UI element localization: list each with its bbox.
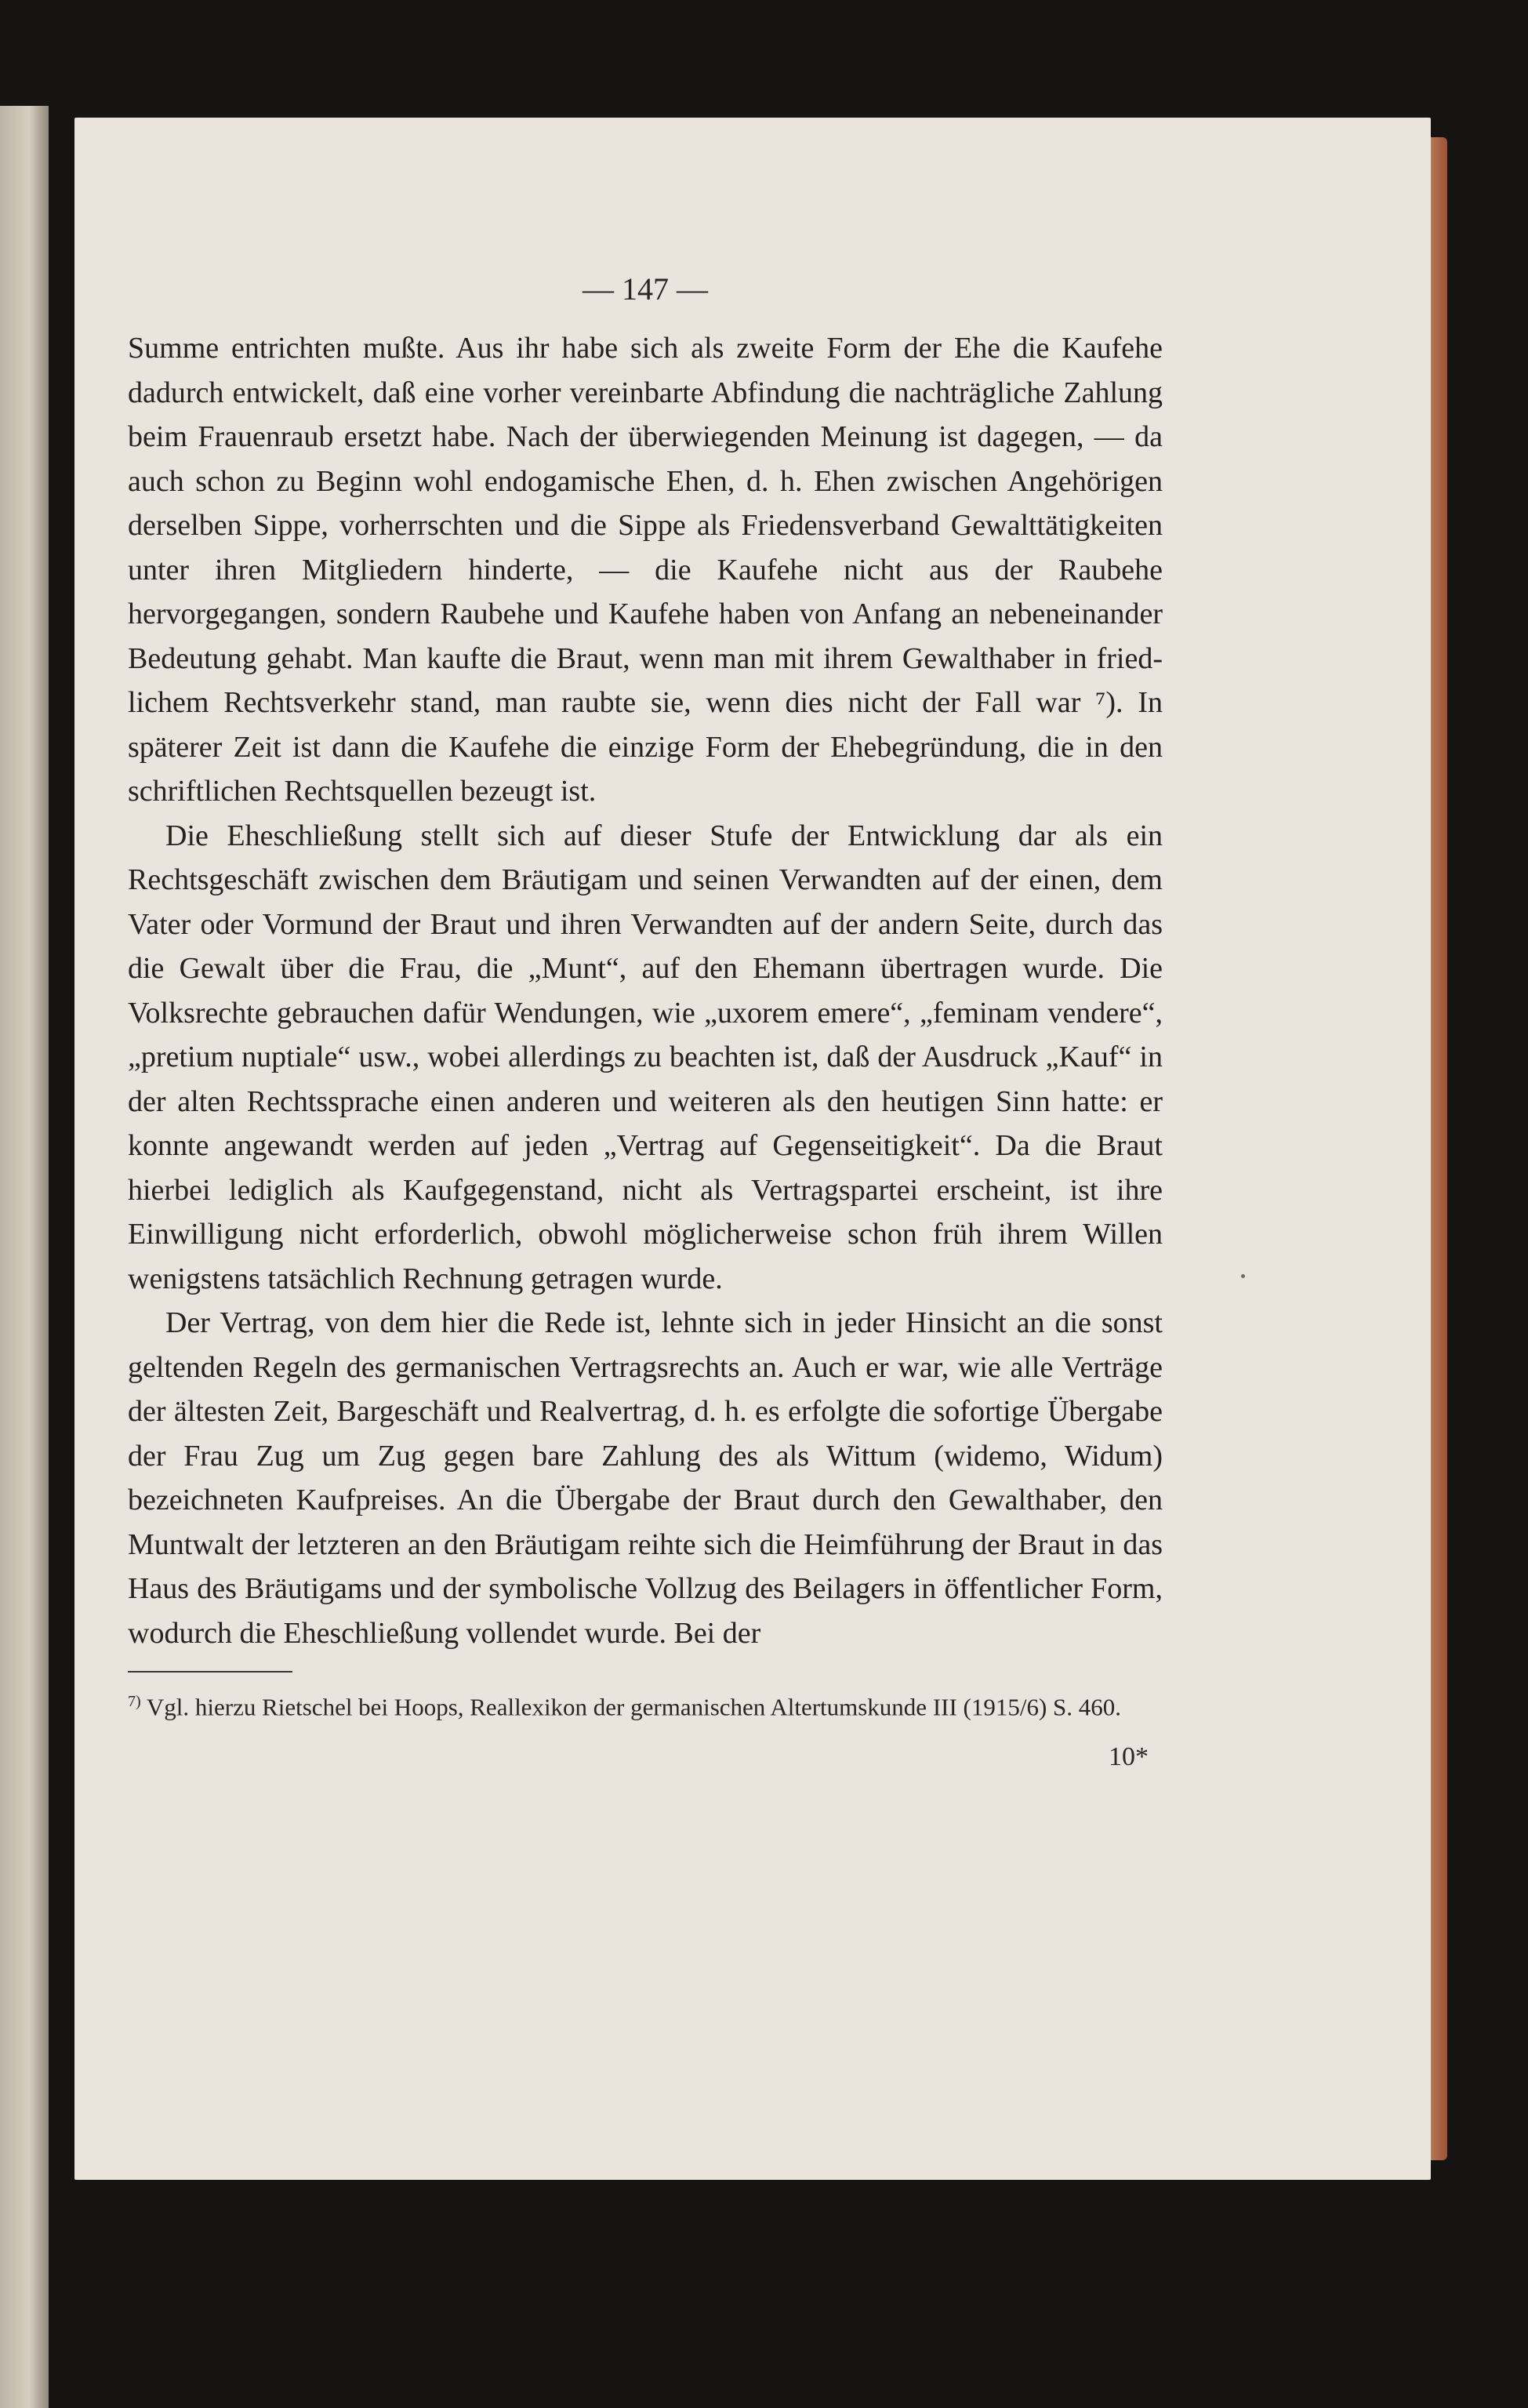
footnote	[128, 1682, 1163, 1727]
body-text	[128, 326, 1163, 1655]
printer-signature: 10*	[1109, 1742, 1149, 1772]
footnote-marker: 7)	[128, 1693, 141, 1710]
facing-page-edge	[0, 106, 49, 2408]
paragraph: Summe entrichten mußte. Aus ihr habe sich als zweite Form der Ehe die Kaufehe dadurch entwickelt, daß eine vorher vereinbarte Abfindung die nachträgliche Zahlung beim Frauenraub ersetzt habe. Nach der überwiegenden Meinung ist dagegen, — da auch schon zu Beginn wohl endogamische Ehen, d. h. Ehen zwischen Angehörigen derselben Sippe, vorherrschten und die Sippe als Friedensverband Gewalttätigkeiten unter ihren Mitgliedern hinderte, — die Kaufehe nicht aus der Raubehe hervorgegangen, sondern Raubehe und Kaufehe haben von Anfang an nebeneinander Bedeutung gehabt. Man kaufte die Braut, wenn man mit ihrem Gewalthaber in friedlichem Rechtsverkehr stand, man raubte sie, wenn dies nicht der Fall war ⁷). In späterer Zeit ist dann die Kaufehe die einzige Form der Ehebegründung, die in den schriftlichen Rechtsquellen bezeugt ist.	[128, 332, 1163, 808]
footnote-divider	[128, 1671, 292, 1673]
footnote-text: Vgl. hierzu Rietschel bei Hoops, Reallexikon der germanischen Altertumskunde III (1915/6) S. 460.	[146, 1693, 1122, 1721]
paragraph: Der Vertrag, von dem hier die Rede ist, lehnte sich in jeder Hinsicht an die sonst geltenden Regeln des germanischen Vertragsrechts an. Auch er war, wie alle Verträge der ältesten Zeit, Bargeschäft und Realvertrag, d. h. es erfolgte die sofortige Übergabe der Frau Zug um Zug gegen bare Zahlung des als Wittum (widemo, Widum) bezeichneten Kaufpreises. An die Übergabe der Braut durch den Gewalthaber, den Muntwalt der letzteren an den Bräutigam reihte sich die Heimführung der Braut in das Haus des Bräutigams und der symbolische Vollzug des Beilagers in öffentlicher Form, wodurch die Eheschließung vollendet wurde. Bei der	[128, 1306, 1163, 1650]
page-number: — 147 —	[583, 271, 708, 307]
paragraph: Die Eheschließung stellt sich auf dieser Stufe der Entwicklung dar als ein Rechtsgeschäft zwischen dem Bräutigam und seinen Verwandten auf der einen, dem Vater oder Vormund der Braut und ihren Verwandten auf der andern Seite, durch das die Gewalt über die Frau, die „Munt“, auf den Ehemann übertragen wurde. Die Volksrechte gebrauchen dafür Wendungen, wie „uxorem emere“, „feminam vendere“, „pretium nuptiale“ usw., wobei allerdings zu beachten ist, daß der Ausdruck „Kauf“ in der alten Rechtssprache einen anderen und weiteren als den heutigen Sinn hatte: er konnte angewandt werden auf jeden „Vertrag auf Gegenseitigkeit“. Da die Braut hierbei lediglich als Kaufgegenstand, nicht als Vertragspartei erscheint, ist ihre Einwilligung nicht erforderlich, obwohl möglicherweise schon früh ihrem Willen wenigstens tatsächlich Rechnung getragen wurde.	[128, 819, 1163, 1295]
margin-mark	[1241, 1274, 1245, 1278]
book-page	[74, 118, 1431, 2180]
page-content	[128, 271, 1163, 1772]
